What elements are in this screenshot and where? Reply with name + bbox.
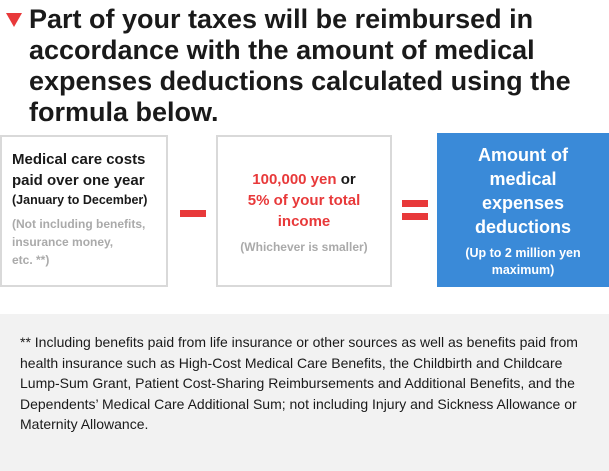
result-limit — [437, 245, 609, 279]
medical-costs-line1: Medical care costs — [12, 151, 146, 168]
equals-bar-bottom — [402, 213, 428, 220]
result-limit-line2: maximum) — [491, 263, 555, 277]
medical-costs-line2: paid over one year — [12, 172, 145, 189]
threshold-amount: 100,000 yen — [252, 171, 337, 188]
threshold-or: or — [336, 171, 356, 188]
threshold-box — [216, 135, 392, 287]
footnote-text: ** Including benefits paid from life insurance or other sources as well as benefits paid from health insurance such as High-Cost Medical Care Benefits, the Childbirth and Childcare Lump-Sum Grant, Patient Cost-Sharing Reimbursements and Additional Benefits, and the Dependents’ Medical Care Additional Sum; not including Injury and Sickness Allowance or Maternity Allowance. — [20, 334, 578, 433]
equals-operator-icon — [402, 200, 428, 226]
medical-costs-box — [0, 135, 168, 287]
result-limit-line1: (Up to 2 million yen — [465, 246, 581, 260]
medical-costs-note — [12, 215, 166, 269]
result-line4: deductions — [474, 217, 571, 237]
threshold-line1 — [218, 169, 390, 190]
result-line2: medical — [489, 169, 557, 189]
heading-text: Part of your taxes will be reimbursed in accordance with the amount of medical expenses deductions calculated using the formula below. — [29, 4, 571, 127]
threshold-note: (Whichever is smaller) — [240, 240, 368, 254]
result-line1: Amount of — [478, 145, 568, 165]
triangle-down-icon — [6, 13, 22, 27]
medical-costs-note-line3: etc. **) — [12, 253, 50, 267]
minus-operator-icon — [180, 210, 206, 217]
medical-costs-note-line2: insurance money, — [12, 235, 114, 249]
footnote — [0, 314, 609, 471]
equals-bar-top — [402, 200, 428, 207]
result-line3: expenses — [481, 193, 565, 213]
deduction-result-box — [437, 133, 609, 287]
medical-costs-period: (January to December) — [12, 193, 148, 207]
threshold-line2: 5% of your total — [247, 192, 361, 209]
medical-costs-note-line1: (Not including benefits, — [12, 217, 146, 231]
threshold-line3: income — [277, 213, 331, 230]
